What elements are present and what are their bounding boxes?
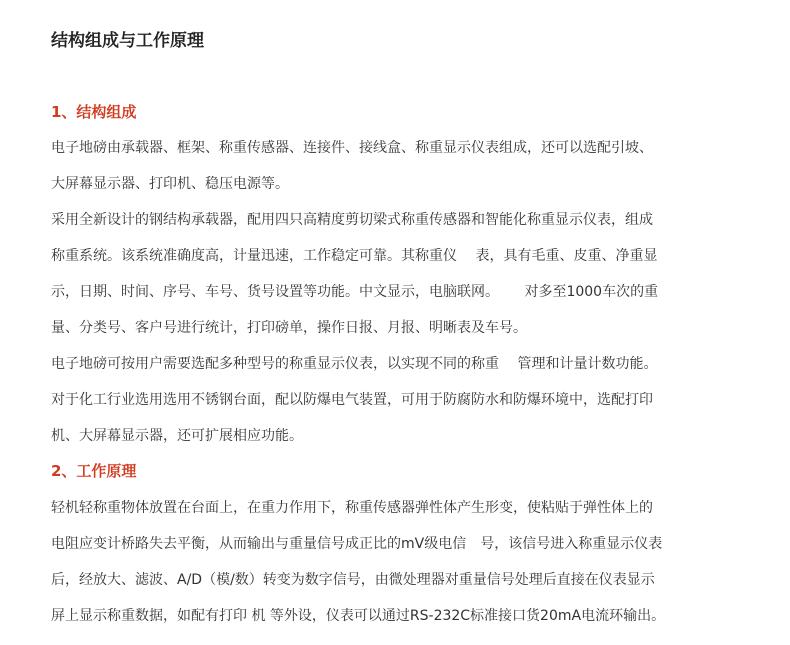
- paragraph-line: 屏上显示称重数据，如配有打印 机 等外设，仪表可以通过RS-232C标准接口货20mA电流环输出。: [51, 608, 666, 624]
- paragraph-line: 对于化工行业选用选用不锈钢台面，配以防爆电气装置，可用于防腐防水和防爆环境中，选配打印: [51, 392, 653, 408]
- paragraph-line: 后，经放大、滤波、A/D（模/数）转变为数字信号，由微处理器对重量信号处理后直接在仪表显示: [51, 572, 655, 588]
- paragraph-line: 采用全新设计的钢结构承载器，配用四只高精度剪切梁式称重传感器和智能化称重显示仪表，组成: [51, 212, 653, 228]
- paragraph-line: 称重系统。该系统准确度高，计量迅速，工作稳定可靠。其称重仪 表，具有毛重、皮重、净重显: [51, 248, 658, 264]
- paragraph-line: 电子地磅由承载器、框架、称重传感器、连接件、接线盒、称重显示仪表组成，还可以选配引坡、: [51, 140, 653, 156]
- paragraph-line: 量、分类号、客户号进行统计，打印磅单，操作日报、月报、明晰表及车号。: [51, 320, 527, 336]
- paragraph-line: 轻机轻称重物体放置在台面上，在重力作用下，称重传感器弹性体产生形变，使粘贴于弹性体上的: [51, 500, 653, 516]
- page-title: 结构组成与工作原理: [51, 31, 204, 51]
- paragraph-line: 示，日期、时间、序号、车号、货号设置等功能。中文显示，电脑联网。 对多至1000车次的重: [51, 284, 659, 300]
- paragraph-line: 大屏幕显示器、打印机、稳压电源等。: [51, 176, 289, 192]
- paragraph-line: 电子地磅可按用户需要选配多种型号的称重显示仪表，以实现不同的称重 管理和计量计数功能。: [51, 356, 658, 372]
- section-heading-structure: 1、结构组成: [51, 103, 137, 121]
- paragraph-line: 电阻应变计桥路失去平衡，从而输出与重量信号成正比的mV级电信 号，该信号进入称重显示仪表: [51, 536, 663, 552]
- section-heading-principle: 2、工作原理: [51, 462, 137, 480]
- paragraph-line: 机、大屏幕显示器，还可扩展相应功能。: [51, 428, 303, 444]
